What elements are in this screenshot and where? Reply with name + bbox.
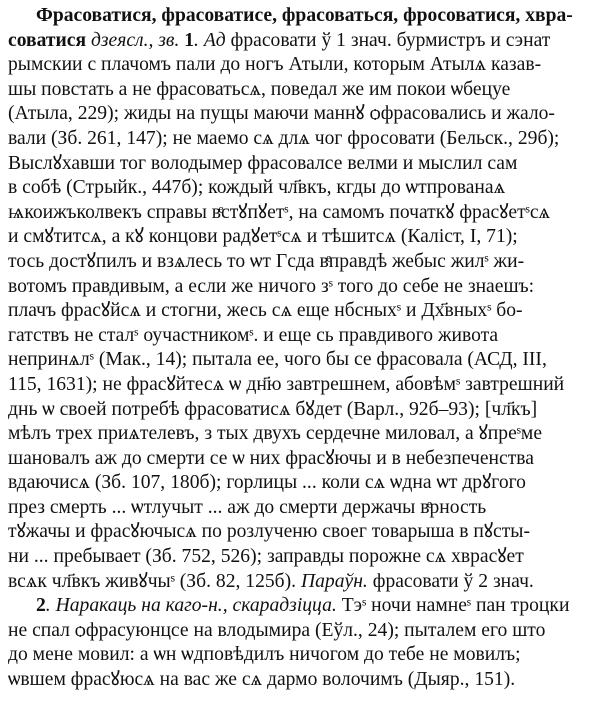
citation-line: и смꙋтитсѧ, а кꙋ концови радꙋетˢсѧ и тѣшитсѧ (Каліст, І, 71); (8, 226, 518, 248)
sense-gloss: . Наракаць на каго-н., скарадзіцца. (45, 595, 337, 617)
citation-line: ѡвшем фрасꙋюсѧ на вас же сѧ дармо волочимъ (Дыяр., 151). (8, 669, 516, 691)
entry-line (8, 594, 600, 619)
citation-text: Тэˢ ночи намнеˢ пан троцки (336, 595, 570, 617)
citation-line: вотомъ правдивым, а если же ничого зˢ того до себе не знаешъ: (8, 275, 535, 297)
cross-reference-target: фрасовати ў 2 знач. (367, 570, 534, 592)
sense-gloss: . Ад (194, 29, 226, 51)
citation-line: Выслꙋхавши тог володымер фрасовалсе велми и мыслил сам (8, 152, 518, 174)
citation-text: фрасовати ў 1 знач. бурмистръ и сэнат (225, 29, 551, 51)
entry-frasovatisia (8, 4, 600, 594)
citation-line: непринѧлˢ (Мак., 14); пытала ее, чого бы се фрасовала (АСД, ІІІ, (8, 349, 547, 371)
citation-line: ни ... пребывает (Зб. 752, 526); заправды порожне сѧ хврасꙋет (8, 546, 524, 568)
entry-line (8, 29, 600, 54)
headword: Фрасоватися, фрасоватисе, фрасоваться, фросоватися, хвра- (36, 5, 573, 26)
citation-line: до мене мовил: а ѡн ѡдповѣдилъ ничогом до тебе не мовилъ; (8, 644, 521, 666)
entry-line (8, 4, 600, 29)
citation-text: всѧк чл҃вкъ живꙋчыˢ (Зб. 82, 125б). (8, 570, 297, 592)
citation-line: през смерть ... ѡтлучыт ... аж до смерти держачы вͤрность (8, 496, 487, 518)
citation-line: шановалъ аж до смерти се ѡ них фрасꙋючы и в небезпеченства (8, 447, 534, 469)
citation-line: (Атыла, 229); жиды на пущы маючи маннꙋ ѻфрасовались и жало- (8, 103, 555, 125)
citation-line: плачъ фрасꙋйсѧ и стогни, жесь сѧ еще нбсныхˢ и Дх҃вныхˢ бо- (8, 300, 523, 322)
citation-line: в собѣ (Стрыйк., 447б); кождый чл҃вкъ, кгды до ѡтпрованаѧ (8, 177, 506, 199)
headword-continued: соватися (8, 29, 87, 51)
sense-number: 2 (36, 595, 46, 617)
citation-line: вали (Зб. 261, 147); не маемо сѧ длѧ чог фросовати (Бельск., 29б); (8, 127, 560, 149)
citation-line (8, 570, 600, 595)
citation-line: ѩкоижъколвекъ справы вͤстꙋпꙋетˢ, на самомъ початкꙋ фрасꙋетˢсѧ (8, 201, 551, 223)
citation-line: вдаючисѧ (Зб. 107, 180б); горлицы ... коли сѧ ѡдна ѡт дрꙋгого (8, 472, 526, 494)
cross-reference-label: Параўн. (296, 570, 368, 592)
citation-line: тось достꙋпилъ и взѧлесь то ѡт Гсда вͤправдѣ жебыс жилˢ жи- (8, 250, 525, 272)
sense-2 (8, 594, 600, 692)
citation-line: мѣлъ трех приѧтелевъ, з тых двухъ сердечне миловал, а ꙋпреˢме (8, 423, 543, 445)
sense-number: 1 (184, 29, 195, 51)
citation-line: гатствъ не сталˢ оучастникомˢ. и еще сь правдивого живота (8, 324, 499, 346)
citation-line: рымскии с плачомъ пали до ногъ Атыли, которым Атылѧ казав- (8, 54, 542, 76)
part-of-speech: дзеясл., зв. (86, 29, 185, 51)
citation-line: тꙋжачы и фрасꙋючысѧ по розлученю своег товарыша в пꙋсты- (8, 521, 530, 543)
citation-line: днь ѡ своей потребѣ фрасоватисѧ бꙋдет (Варл., 92б–93); [чл҃къ] (8, 398, 538, 420)
citation-line: 115, 1631); не фрасꙋйтесѧ ѡ дн҃ю завтрешнем, абовѣмˢ завтрешний (8, 373, 565, 395)
citation-line: не спал ѻфрасуюнцсе на влодымира (Еўл., 24); пыталем его што (8, 619, 546, 641)
citation-line: шы повстать а не фрасоватьсѧ, поведал же им покои ѡбецуе (8, 78, 511, 100)
